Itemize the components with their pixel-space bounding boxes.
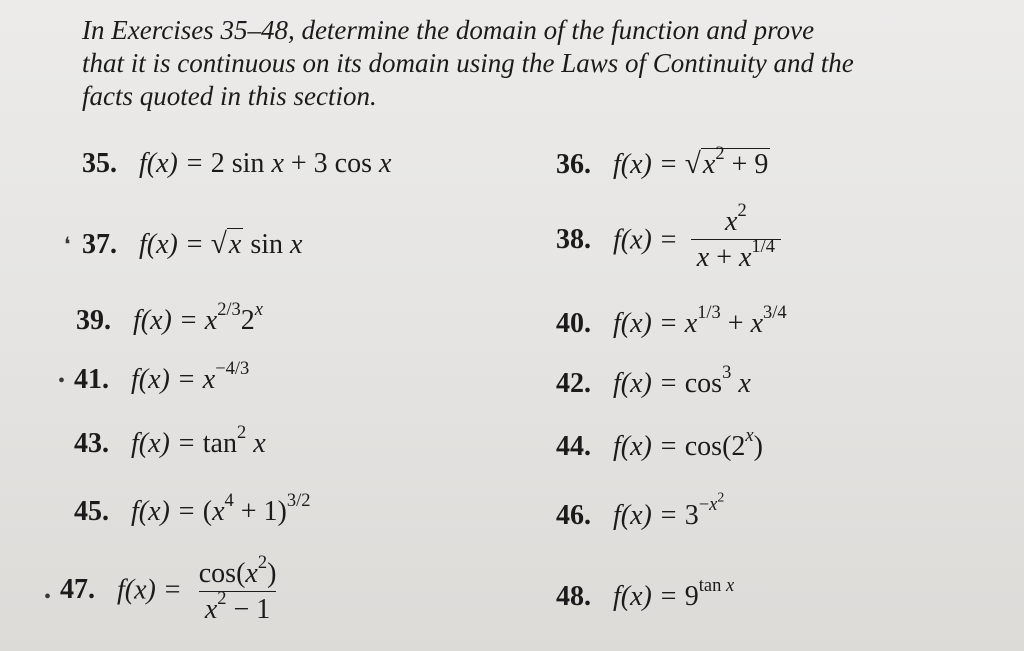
function-lhs: f(x) =	[613, 431, 685, 462]
exercise-number: 48.	[556, 581, 591, 612]
square-root	[211, 230, 244, 259]
exercise-42	[556, 362, 751, 399]
exercise-41	[74, 358, 250, 395]
exponent: −4/3	[215, 358, 250, 379]
exponent: 2	[717, 490, 725, 505]
instructions-paragraph	[82, 14, 952, 113]
exercise-number: 39.	[76, 305, 111, 336]
exponent: 2	[236, 422, 247, 443]
minus-sign: −	[698, 494, 710, 515]
variable: x	[738, 368, 751, 399]
exercise-45	[74, 490, 311, 527]
exponent: 4	[224, 490, 234, 511]
function-lhs: f(x) =	[131, 364, 203, 395]
exponent: 3/2	[286, 490, 311, 511]
base: 3	[684, 500, 699, 532]
variable: x	[725, 575, 735, 596]
exponent: x	[745, 425, 754, 446]
exercise-35	[82, 150, 391, 178]
exercise-46	[556, 490, 725, 532]
term: − 1	[226, 594, 271, 625]
denominator	[691, 236, 781, 273]
exercise-38	[556, 200, 781, 274]
function-lhs: f(x) =	[613, 368, 685, 399]
exponent: 1/4	[751, 236, 776, 257]
instructions-line-2: that it is continuous on its domain using the Laws of Continuity and the	[82, 48, 854, 78]
function-lhs: f(x) =	[139, 229, 211, 260]
exponent: 2	[257, 552, 268, 573]
term: + 9	[724, 149, 769, 180]
exercise-number: 46.	[556, 500, 591, 532]
variable: x	[725, 206, 738, 237]
base: 2	[240, 305, 255, 336]
fraction	[691, 200, 781, 273]
exponent	[698, 490, 725, 515]
function-lhs: f(x) =	[139, 148, 211, 179]
variable: x	[702, 149, 716, 180]
variable: x	[738, 242, 752, 273]
term: + 1)	[233, 496, 287, 527]
closing-paren: )	[753, 431, 763, 462]
function-lhs: f(x) =	[613, 224, 685, 256]
function-lhs: f(x) =	[613, 500, 685, 532]
radicand: x	[228, 229, 242, 260]
variable: x	[290, 229, 303, 260]
exercise-number: 42.	[556, 368, 591, 399]
term: sin	[243, 229, 291, 260]
variable: x	[212, 496, 225, 527]
base: 2	[731, 431, 746, 462]
function-lhs: f(x) =	[613, 581, 685, 612]
exercise-43	[74, 422, 266, 459]
term: 2 sin	[210, 148, 272, 179]
exponent: 2/3	[217, 299, 241, 320]
exercise-number: 36.	[556, 149, 591, 180]
function-name: cos(	[684, 431, 732, 462]
fraction	[195, 552, 281, 625]
exercise-number: 41.	[74, 364, 109, 395]
opening-paren: (	[202, 496, 213, 527]
exercise-number: 38.	[556, 224, 591, 256]
margin-mark-37: ❛	[64, 234, 71, 256]
exercise-39	[76, 299, 263, 336]
variable: x	[696, 242, 710, 273]
radical-sign: √	[684, 148, 701, 180]
variable: x	[684, 308, 698, 339]
function-lhs: f(x) =	[117, 574, 189, 606]
exercise-number: 37.	[82, 229, 117, 260]
exercise-48	[556, 575, 735, 612]
term: + 3 cos	[283, 148, 379, 179]
function-name: cos	[684, 368, 723, 399]
function-lhs: f(x) =	[133, 305, 205, 336]
function-lhs: f(x) =	[613, 308, 685, 339]
operator: +	[720, 308, 751, 339]
variable: x	[204, 594, 218, 625]
radical-sign: √	[210, 228, 227, 260]
variable: x	[750, 308, 764, 339]
exponent: 2	[737, 200, 747, 221]
variable: x	[245, 558, 258, 589]
exercise-number: 44.	[556, 431, 591, 462]
exercise-number: 47.	[60, 574, 95, 606]
variable: x	[253, 428, 266, 459]
margin-mark-47: •	[44, 586, 52, 608]
function-lhs: f(x) =	[613, 149, 685, 180]
variable: x	[379, 148, 392, 179]
function-name: tan	[202, 428, 237, 459]
function-lhs: f(x) =	[131, 428, 203, 459]
exercise-47	[60, 552, 280, 625]
exercise-36	[556, 143, 770, 180]
exercise-44	[556, 425, 763, 462]
closing-paren: )	[267, 558, 277, 589]
exercise-number: 43.	[74, 428, 109, 459]
variable: x	[202, 364, 216, 395]
exponent: 2	[715, 143, 725, 164]
exponent: 2	[217, 588, 227, 609]
margin-mark-41: •	[58, 370, 66, 392]
exponent	[699, 575, 734, 595]
exercise-number: 35.	[82, 148, 117, 179]
denominator	[199, 588, 276, 625]
instructions-line-3: facts quoted in this section.	[82, 81, 377, 111]
function-lhs: f(x) =	[131, 496, 203, 527]
base: 9	[684, 581, 699, 612]
radicand	[701, 143, 770, 180]
square-root	[684, 143, 771, 180]
exponent: 1/3	[697, 302, 721, 323]
exponent: 3/4	[763, 302, 787, 323]
variable: x	[271, 148, 284, 179]
exponent: x	[254, 299, 263, 320]
instructions-line-1: In Exercises 35–48, determine the domain of the function and prove	[82, 15, 815, 45]
numerator	[195, 552, 281, 591]
exercise-37	[82, 230, 302, 259]
function-name: tan	[698, 575, 726, 596]
numerator	[721, 200, 751, 239]
exercise-number: 45.	[74, 496, 109, 527]
variable: x	[204, 305, 218, 336]
exponent: 3	[722, 362, 732, 383]
exercise-number: 40.	[556, 308, 591, 339]
exercise-40	[556, 302, 787, 339]
function-name: cos(	[198, 558, 246, 589]
variable: x	[709, 494, 718, 515]
operator: +	[709, 242, 739, 273]
